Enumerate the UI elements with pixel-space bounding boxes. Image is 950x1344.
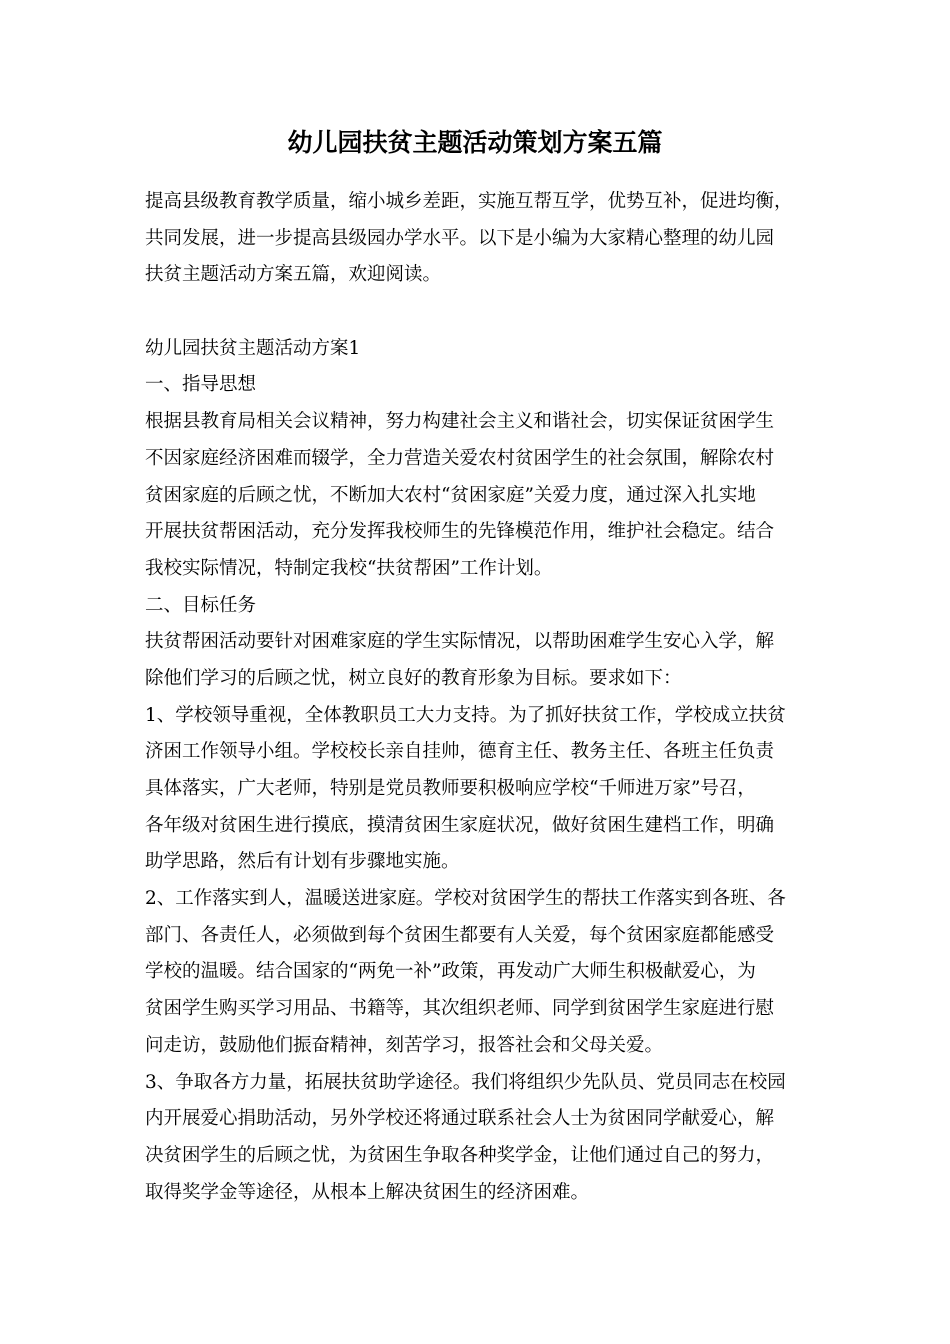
text-line: 不因家庭经济困难而辍学，全力营造关爱农村贫困学生的社会氛围，解除农村 xyxy=(145,447,775,469)
text-line: 济困工作领导小组。学校校长亲自挂帅，德育主任、教务主任、各班主任负责 xyxy=(145,741,775,763)
text-line: 1、学校领导重视，全体教职员工大力支持。为了抓好扶贫工作，学校成立扶贫 xyxy=(145,704,786,726)
text-line: 贫困家庭的后顾之忧，不断加大农村“贫困家庭”关爱力度，通过深入扎实地 xyxy=(145,484,756,506)
text-line: 共同发展，进一步提高县级园办学水平。以下是小编为大家精心整理的幼儿园 xyxy=(145,227,775,249)
text-line: 内开展爱心捐助活动，另外学校还将通过联系社会人士为贫困同学献爱心，解 xyxy=(145,1108,775,1130)
section-heading: 幼儿园扶贫主题活动方案1 xyxy=(145,337,361,359)
document-title: 幼儿园扶贫主题活动策划方案五篇 xyxy=(287,128,663,157)
subsection-heading: 一、指导思想 xyxy=(145,374,257,396)
text-line: 提高县级教育教学质量，缩小城乡差距，实施互帮互学，优势互补，促进均衡， xyxy=(145,191,793,212)
text-line: 取得奖学金等途径，从根本上解决贫困生的经济困难。 xyxy=(145,1181,590,1203)
text-line: 2、工作落实到人，温暖送进家庭。学校对贫困学生的帮扶工作落实到各班、各 xyxy=(145,888,786,910)
text-line: 贫困学生购买学习用品、书籍等，其次组织老师、同学到贫困学生家庭进行慰 xyxy=(145,998,775,1020)
text-line: 除他们学习的后顾之忧，树立良好的教育形象为目标。要求如下： xyxy=(145,667,682,689)
text-line: 扶贫帮困活动要针对困难家庭的学生实际情况，以帮助困难学生安心入学，解 xyxy=(145,631,775,653)
text-line: 开展扶贫帮困活动，充分发挥我校师生的先锋模范作用，维护社会稳定。结合 xyxy=(145,521,775,543)
text-line: 根据县教育局相关会议精神，努力构建社会主义和谐社会，切实保证贫困学生 xyxy=(145,411,775,433)
subsection-heading: 二、目标任务 xyxy=(145,594,257,616)
text-line: 我校实际情况，特制定我校“扶贫帮困”工作计划。 xyxy=(145,557,553,579)
text-line: 决贫困学生的后顾之忧，为贫困生争取各种奖学金，让他们通过自己的努力， xyxy=(145,1144,775,1166)
text-line: 具体落实，广大老师，特别是党员教师要积极响应学校“千师进万家”号召， xyxy=(145,778,756,799)
text-line: 各年级对贫困生进行摸底，摸清贫困生家庭状况，做好贫困生建档工作，明确 xyxy=(145,814,775,836)
text-line: 助学思路，然后有计划有步骤地实施。 xyxy=(145,851,460,873)
text-line: 学校的温暖。结合国家的“两免一补”政策，再发动广大师生积极献爱心，为 xyxy=(145,961,756,983)
blank-line xyxy=(145,294,825,331)
text-line: 3、争取各方力量，拓展扶贫助学途径。我们将组织少先队员、党员同志在校园 xyxy=(145,1071,786,1093)
document-body xyxy=(145,184,825,1211)
text-line: 问走访，鼓励他们振奋精神，刻苦学习，报答社会和父母关爱。 xyxy=(145,1034,664,1056)
text-line: 扶贫主题活动方案五篇，欢迎阅读。 xyxy=(145,264,442,286)
text-line: 部门、各责任人，必须做到每个贫困生都要有人关爱，每个贫困家庭都能感受 xyxy=(145,924,775,946)
